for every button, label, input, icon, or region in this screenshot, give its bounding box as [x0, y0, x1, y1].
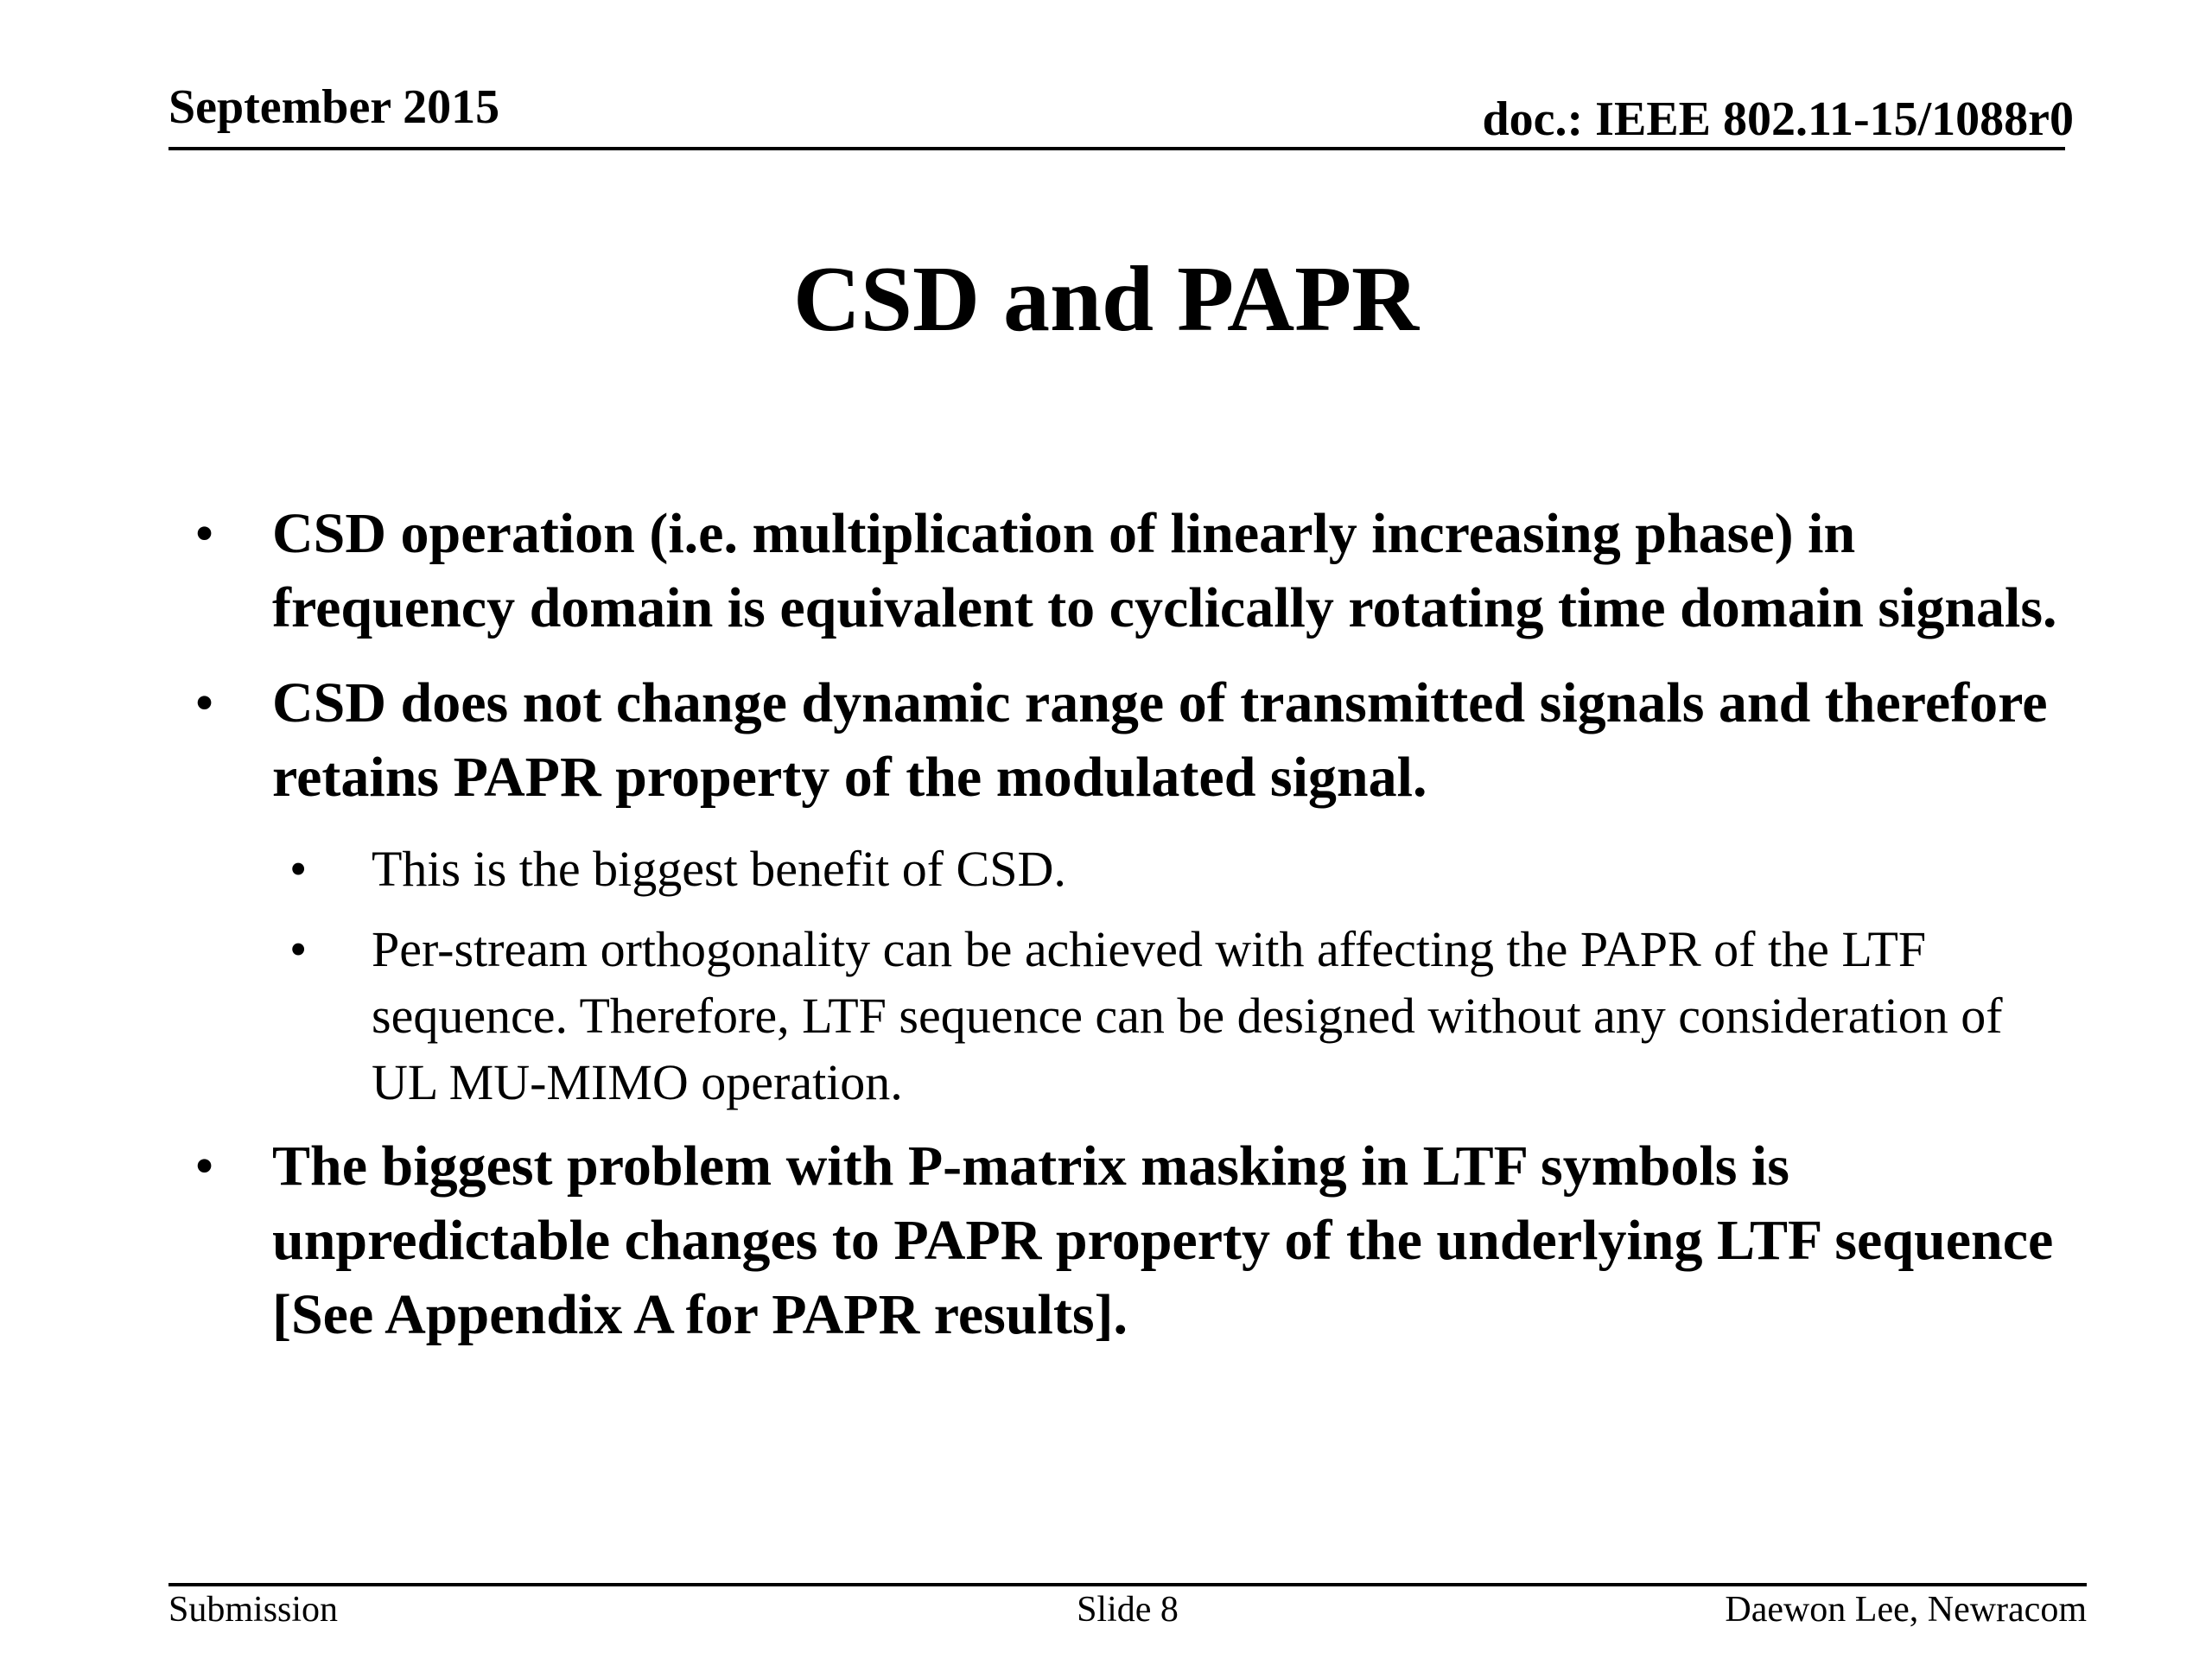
sub-bullet-text: Per-stream orthogonality can be achieved with affecting the PAPR of the LTF sequence. Therefore, LTF sequence can be designed without any consideration of UL MU-MIMO operation.	[372, 921, 2003, 1110]
bullet-dot: •	[194, 502, 215, 565]
bullet-text: CSD does not change dynamic range of transmitted signals and therefore retains PAPR property of the modulated signal.	[272, 671, 2048, 809]
footer-divider	[168, 1583, 2087, 1586]
footer-author: Daewon Lee, Newracom	[1725, 1590, 2087, 1630]
sub-bullet-item	[168, 836, 2069, 902]
bullet-dot: •	[194, 1135, 215, 1198]
header-divider	[168, 147, 2065, 150]
slide-body	[168, 497, 2069, 1373]
bullet-text: The biggest problem with P-matrix masking in LTF symbols is unpredictable changes to PAPR property of the underlying LTF sequence [See Appendix A for PAPR results].	[272, 1135, 2054, 1346]
bullet-item	[168, 666, 2069, 815]
sub-bullet-item	[168, 916, 2069, 1116]
sub-bullet-dot: •	[289, 841, 308, 897]
header-date: September 2015	[168, 80, 500, 134]
footer-slide-number: Slide 8	[1077, 1590, 1179, 1630]
sub-bullet-text: This is the biggest benefit of CSD.	[372, 841, 1066, 897]
bullet-text: CSD operation (i.e. multiplication of linearly increasing phase) in frequency domain is equivalent to cyclically rotating time domain signals.	[272, 502, 2057, 639]
sub-bullet-dot: •	[289, 921, 308, 977]
bullet-dot: •	[194, 671, 215, 734]
header-doc-id: doc.: IEEE 802.11-15/1088r0	[1482, 92, 2074, 146]
bullet-item	[168, 497, 2069, 645]
slide-title: CSD and PAPR	[792, 248, 1420, 351]
bullet-item	[168, 1129, 2069, 1352]
footer-submission: Submission	[168, 1590, 339, 1630]
